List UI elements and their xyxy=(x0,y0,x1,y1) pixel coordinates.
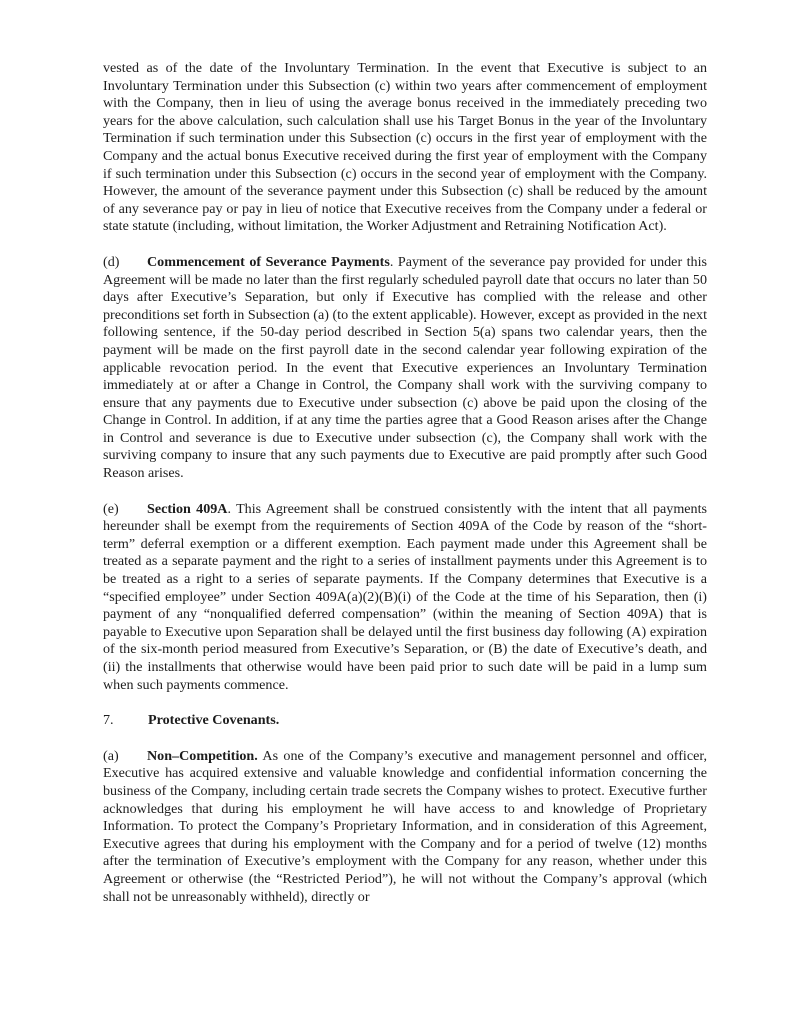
section-7-number: 7. xyxy=(103,712,114,729)
section-d-label: (d) xyxy=(103,253,120,270)
continuation-paragraph: vested as of the date of the Involuntary Termination. In the event that Executive is subject to an Involuntary Termination under this Subsection (c) within two years after commencement of employment with the Company, then in lieu of using the average bonus received in the immediately preceding two years for the above calculation, such calculation shall use his Target Bonus in the year of the Involuntary Termination if such termination under this Subsection (c) occurs in the first year of employment with the Company and the actual bonus Executive received during the first year of employment with the Company if such termination under this Subsection (c) occurs in the second year of employment with the Company. However, the amount of the severance payment under this Subsection (c) shall be reduced by the amount of any severance pay or pay in lieu of notice that Executive receives from the Company under a federal or state statute (including, without limitation, the Worker Adjustment and Retraining Notification Act). xyxy=(103,60,707,235)
section-7a-body: As one of the Company’s executive and management personnel and officer, Executive has acquired extensive and valuable knowledge and confidential information concerning the business of the Company, including certain trade secrets the Company wishes to protect. Executive further acknowledges that during his employment he will have access to and knowledge of Proprietary Information. To protect the Company’s Proprietary Information, and in consideration of this Agreement, Executive agrees that during his employment with the Company and for a period of twelve (12) months after the termination of Executive’s employment with the Company for any reason, whether under this Agreement or otherwise (the “Restricted Period”), he will not without the Company’s approval (which shall not be unreasonably withheld), directly or xyxy=(103,747,707,905)
section-e-title: Section 409A xyxy=(147,500,228,517)
document-body xyxy=(103,60,707,924)
section-7-heading xyxy=(103,712,707,730)
section-7-title: Protective Covenants. xyxy=(148,712,280,729)
section-e-paragraph xyxy=(103,501,707,695)
section-7a-label: (a) xyxy=(103,747,119,764)
section-e-label: (e) xyxy=(103,500,119,517)
section-d-body: . Payment of the severance pay provided for under this Agreement will be made no later than the first regularly scheduled payroll date that occurs no later than 50 days after Executive’s Separation, but only if Executive has complied with the release and other preconditions set forth in Subsection (a) (to the extent applicable). However, except as provided in the next following sentence, if the 50-day period described in Section 5(a) spans two calendar years, then the payment will be made on the first payroll date in the second calendar year following expiration of the applicable revocation period. In the event that Executive experiences an Involuntary Termination immediately at or after a Change in Control, the Company shall work with the surviving company to ensure that any payments due to Executive under subsection (c) above be paid upon the closing of the Change in Control. In addition, if at any time the parties agree that a Good Reason arises after the Change in Control and severance is due to Executive under subsection (c), the Company shall work with the surviving company to insure that any such payments due to Executive are paid promptly after such Good Reason arises. xyxy=(103,253,707,482)
section-7a-paragraph xyxy=(103,748,707,906)
section-d-paragraph xyxy=(103,254,707,483)
section-d-title: Commencement of Severance Payments xyxy=(147,253,390,270)
section-7a-title: Non–Competition. xyxy=(147,747,258,764)
section-e-body: . This Agreement shall be construed consistently with the intent that all payments hereunder shall be exempt from the requirements of Section 409A of the Code by reason of the “short-term” deferral exemption or a different exemption. Each payment made under this Agreement shall be treated as a separate payment and the right to a series of installment payments under this Agreement is to be treated as a right to a series of separate payments. If the Company determines that Executive is a “specified employee” under Section 409A(a)(2)(B)(i) of the Code at the time of his Separation, then (i) payment of any “nonqualified deferred compensation” (within the meaning of Section 409A) that is payable to Executive upon Separation shall be delayed until the first business day following (A) expiration of the six-month period measured from Executive’s Separation, or (B) the date of Executive’s death, and (ii) the installments that otherwise would have been paid prior to such date will be paid in a lump sum when such payments commence. xyxy=(103,500,708,693)
